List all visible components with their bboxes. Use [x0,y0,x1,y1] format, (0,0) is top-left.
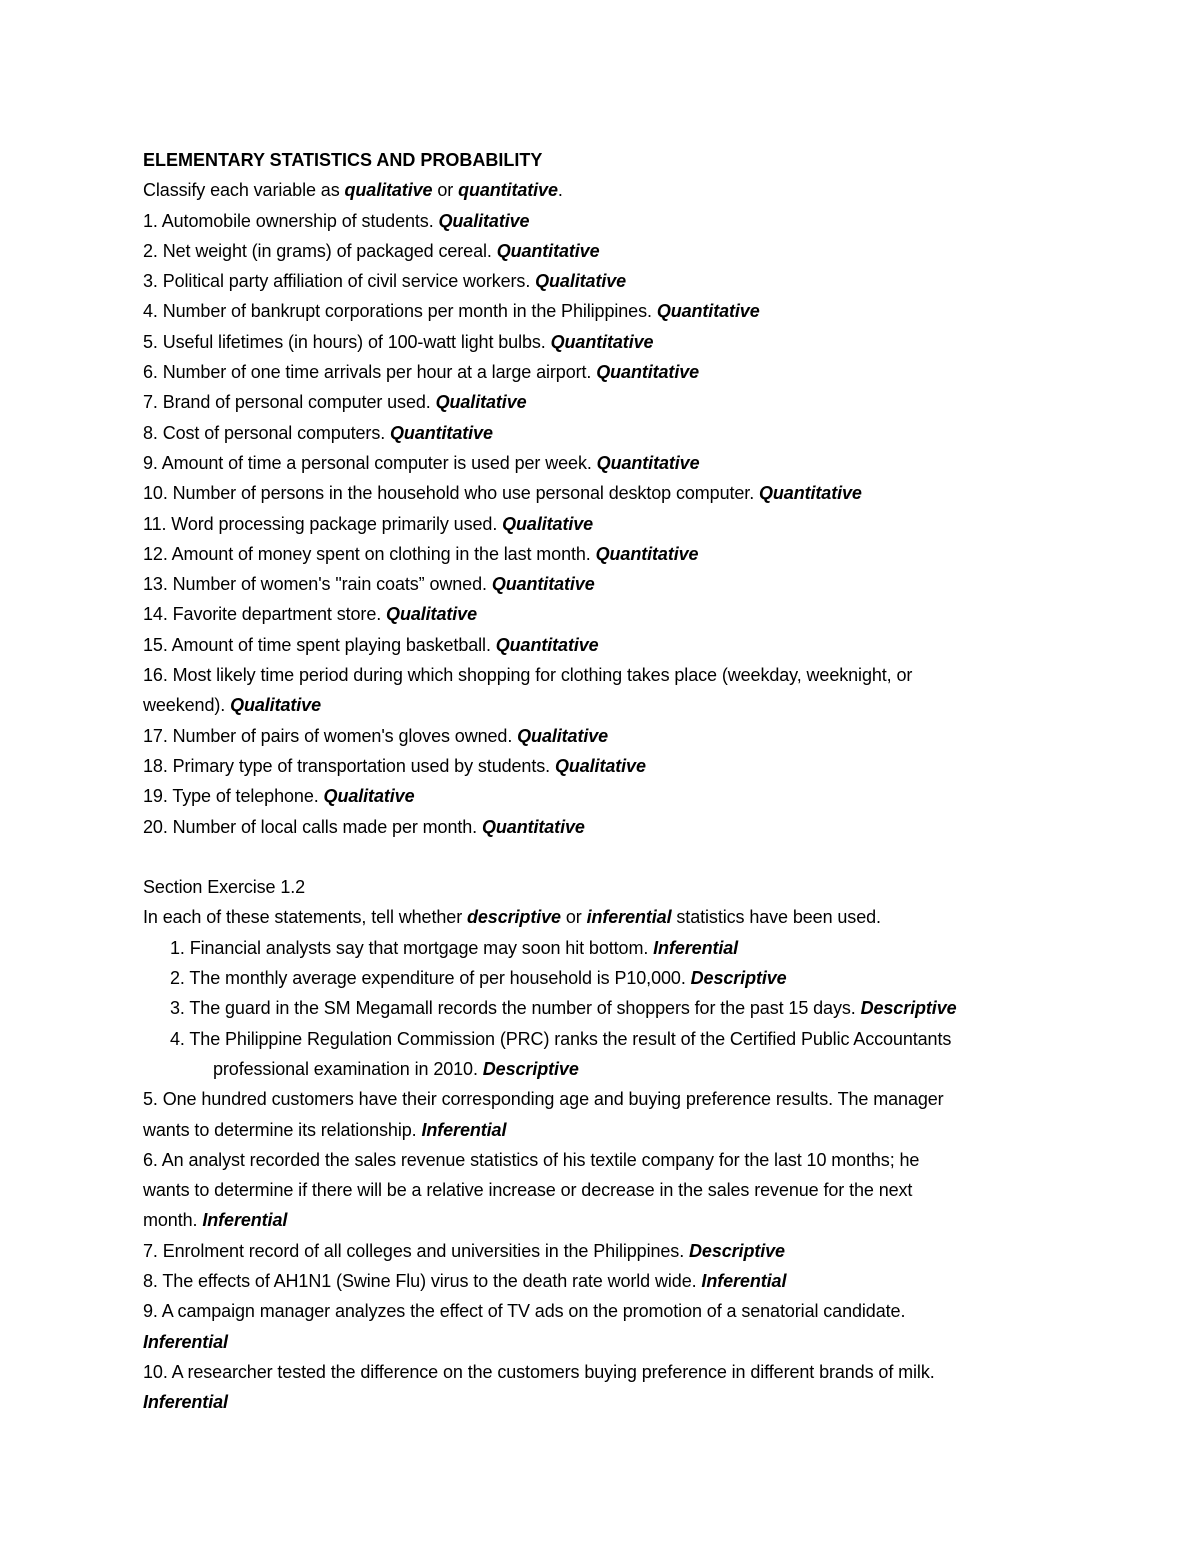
item-answer: Qualitative [554,755,646,776]
part1-instruction [143,175,1063,205]
item-number: 6. [143,362,158,383]
list-item [143,812,1063,842]
item-answer: Descriptive [860,998,957,1019]
list-item [143,569,1063,599]
list-item [143,236,1063,266]
list-item [143,660,1063,690]
instruction-text: In each of these statements, tell whether [143,907,463,928]
item-number: 12. [143,543,168,564]
item-answer: Quantitative [496,240,600,261]
item-number: 20. [143,816,168,837]
document-page [143,145,1063,1417]
item-number: 4. [143,301,158,322]
item-number: 16. [143,665,168,686]
item-text: Number of pairs of women's gloves owned. [172,725,513,746]
item-answer: Qualitative [230,695,321,716]
list-item [143,418,1063,448]
item-text: Net weight (in grams) of packaged cereal. [162,240,492,261]
list-item [143,630,1063,660]
item-number: 1. [143,210,158,231]
instruction-text: statistics have been used. [676,907,881,928]
list-item [143,721,1063,751]
instruction-text: or [565,907,582,928]
item-answer: Quantitative [390,422,493,443]
item-answer: Inferential [143,1331,228,1352]
item-number: 3. [170,998,185,1019]
item-answer: Descriptive [689,1240,785,1261]
item-number: 17. [143,725,168,746]
list-item [143,1024,1063,1054]
item-text: Amount of time spent playing basketball. [171,634,491,655]
item-text: weekend). [143,695,226,716]
item-answer: Quantitative [759,483,862,504]
item-text: Automobile ownership of students. [161,210,434,231]
item-text: wants to determine if there will be a relative increase or decrease in the sales revenue for the next [143,1180,913,1201]
list-item [143,1296,1063,1326]
item-number: 7. [143,1240,158,1261]
item-number: 8. [143,422,158,443]
list-item [143,1084,1063,1114]
list-item [143,327,1063,357]
instruction-text: Classify each variable as [143,180,340,201]
instruction-text: . [557,180,563,201]
item-text: Number of local calls made per month. [172,816,478,837]
item-text: Number of bankrupt corporations per month in the Philippines. [162,301,652,322]
item-text: Amount of time a personal computer is used per week. [161,452,592,473]
item-number: 3. [143,271,158,292]
item-number: 19. [143,786,168,807]
item-answer: Quantitative [495,634,599,655]
item-text: A researcher tested the difference on the customers buying preference in different brands of milk. [171,1361,935,1382]
item-number: 5. [143,331,158,352]
item-answer: Quantitative [595,543,699,564]
item-answer: Inferential [653,937,739,958]
item-answer: Quantitative [596,452,700,473]
item-number: 8. [143,1270,158,1291]
section-heading: Section Exercise 1.2 [143,877,306,898]
item-text: The guard in the SM Megamall records the number of shoppers for the past 15 days. [189,998,856,1019]
item-number: 7. [143,392,158,413]
item-number: 6. [143,1149,158,1170]
list-item [143,1236,1063,1266]
item-number: 2. [170,968,185,989]
list-item [143,781,1063,811]
item-answer: Qualitative [535,271,627,292]
item-answer: Quantitative [481,816,585,837]
list-item-continuation [143,1387,1063,1417]
item-answer: Qualitative [517,725,609,746]
item-text: Financial analysts say that mortgage may soon hit bottom. [189,937,649,958]
item-text: Cost of personal computers. [162,422,386,443]
item-text: Brand of personal computer used. [162,392,431,413]
item-answer: Qualitative [435,392,527,413]
item-text: Number of women's "rain coats” owned. [172,574,487,595]
list-item [143,539,1063,569]
item-text: Favorite department store. [172,604,382,625]
list-item-continuation [143,1205,1063,1235]
item-number: 13. [143,574,168,595]
item-answer: Descriptive [690,968,787,989]
list-item-continuation [143,1115,1063,1145]
item-answer: Inferential [421,1119,507,1140]
document-title: ELEMENTARY STATISTICS AND PROBABILITY [143,150,543,170]
item-number: 10. [143,1361,168,1382]
item-text: wants to determine its relationship. [143,1119,417,1140]
list-item [143,206,1063,236]
item-answer: Qualitative [502,513,594,534]
list-item [143,963,1063,993]
part2-instruction [143,902,1063,932]
item-text: One hundred customers have their corresponding age and buying preference results. The manager [162,1089,944,1110]
item-text: Number of one time arrivals per hour at a large airport. [162,362,592,383]
item-number: 9. [143,1301,158,1322]
item-text: Amount of money spent on clothing in the last month. [171,543,591,564]
item-text: The effects of AH1N1 (Swine Flu) virus to the death rate world wide. [162,1270,697,1291]
item-text: The Philippine Regulation Commission (PRC) ranks the result of the Certified Public Accountants [189,1028,952,1049]
list-item [143,296,1063,326]
list-item [143,1357,1063,1387]
list-item [143,266,1063,296]
spacer [143,842,1063,872]
instruction-keyword: qualitative [344,180,433,201]
list-item [143,357,1063,387]
item-answer: Inferential [701,1270,787,1291]
list-item [143,933,1063,963]
list-item [143,1266,1063,1296]
instruction-text: or [437,180,454,201]
item-number: 15. [143,634,168,655]
item-text: Useful lifetimes (in hours) of 100-watt light bulbs. [162,331,546,352]
list-item [143,993,1063,1023]
item-answer: Quantitative [596,362,700,383]
item-number: 18. [143,755,168,776]
item-number: 9. [143,452,158,473]
item-text: Enrolment record of all colleges and universities in the Philippines. [162,1240,685,1261]
item-answer: Quantitative [550,331,654,352]
item-text: Word processing package primarily used. [171,513,498,534]
item-text: Number of persons in the household who use personal desktop computer. [172,483,755,504]
item-number: 10. [143,483,168,504]
list-item-continuation [143,1175,1063,1205]
item-text: Most likely time period during which shopping for clothing takes place (weekday, weeknight, or [172,665,913,686]
item-text: The monthly average expenditure of per household is P10,000. [189,968,686,989]
item-number: 5. [143,1089,158,1110]
item-answer: Qualitative [323,786,415,807]
list-item [143,1145,1063,1175]
list-item [143,448,1063,478]
item-text: Primary type of transportation used by students. [172,755,551,776]
list-item [143,509,1063,539]
list-item-continuation [143,1054,1063,1084]
item-text: Type of telephone. [172,786,319,807]
item-number: 1. [170,937,185,958]
item-number: 2. [143,240,158,261]
item-number: 14. [143,604,168,625]
instruction-keyword: descriptive [467,907,561,928]
item-answer: Qualitative [386,604,477,625]
list-item [143,478,1063,508]
item-number: 4. [170,1028,185,1049]
item-number: 11. [143,513,167,534]
item-text: professional examination in 2010. [213,1058,478,1079]
item-text: Political party affiliation of civil service workers. [162,271,531,292]
list-item-continuation [143,690,1063,720]
item-text: An analyst recorded the sales revenue statistics of his textile company for the last 10 months; he [161,1149,920,1170]
list-item-continuation [143,1327,1063,1357]
instruction-keyword: quantitative [458,180,558,201]
list-item [143,599,1063,629]
item-text: month. [143,1210,198,1231]
item-answer: Qualitative [438,210,530,231]
item-answer: Descriptive [482,1058,579,1079]
item-answer: Inferential [202,1210,288,1231]
item-answer: Quantitative [656,301,760,322]
item-answer: Quantitative [491,574,595,595]
item-answer: Inferential [143,1392,228,1413]
list-item [143,387,1063,417]
list-item [143,751,1063,781]
item-text: A campaign manager analyzes the effect of TV ads on the promotion of a senatorial candidate. [161,1301,906,1322]
instruction-keyword: inferential [586,907,672,928]
